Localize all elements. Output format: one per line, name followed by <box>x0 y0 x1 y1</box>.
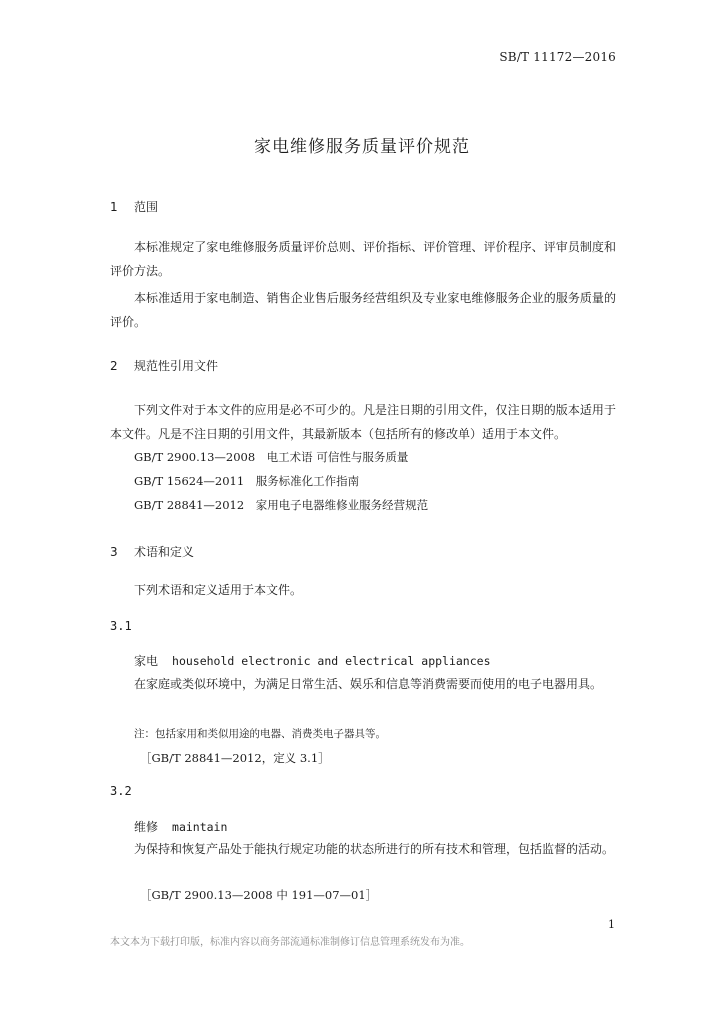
term-entry <box>134 818 227 835</box>
term-definition: 在家庭或类似环境中，为满足日常生活、娱乐和信息等消费需要而使用的电子电器用具。 <box>134 677 603 691</box>
section-heading-2 <box>110 357 218 374</box>
note: 注：包括家用和类似用途的电器、消费类电子器具等。 <box>134 728 386 740</box>
term-chinese: 家电 <box>134 654 159 668</box>
term-english: maintain <box>172 820 228 834</box>
section-title: 范围 <box>134 200 159 214</box>
page-title: 家电维修服务质量评价规范 <box>254 137 470 157</box>
subsection-number: 3.1 <box>110 619 132 633</box>
reference-item: GB/T 15624—2011 服务标准化工作指南 <box>134 474 360 488</box>
section-title: 规范性引用文件 <box>134 359 219 373</box>
citation: ［GB/T 28841—2012，定义 3.1］ <box>140 751 330 765</box>
term-chinese: 维修 <box>134 820 159 834</box>
section-title: 术语和定义 <box>134 545 195 559</box>
citation: ［GB/T 2900.13—2008 中 191—07—01］ <box>140 888 378 902</box>
reference-item: GB/T 28841—2012 家用电子电器维修业服务经营规范 <box>134 498 429 512</box>
paragraph: 本标准适用于家电制造、销售企业售后服务经营组织及专业家电维修服务企业的服务质量的评价。 <box>110 291 616 329</box>
paragraph: 本标准规定了家电维修服务质量评价总则、评价指标、评价管理、评价程序、评审员制度和评价方法。 <box>110 240 616 278</box>
section-number: 3 <box>110 545 118 559</box>
reference-item: GB/T 2900.13—2008 电工术语 可信性与服务质量 <box>134 450 409 464</box>
document-code: SB/T 11172—2016 <box>499 50 616 64</box>
term-definition: 为保持和恢复产品处于能执行规定功能的状态所进行的所有技术和管理，包括监督的活动。 <box>134 842 615 856</box>
page-number: 1 <box>608 918 615 931</box>
section-heading-1 <box>110 198 158 215</box>
section-number: 2 <box>110 359 118 373</box>
subsection-number: 3.2 <box>110 784 132 798</box>
section-number: 1 <box>110 200 118 214</box>
section-heading-3 <box>110 543 194 560</box>
term-english: household electronic and electrical appliances <box>172 654 491 668</box>
term-entry <box>134 652 491 669</box>
paragraph: 下列文件对于本文件的应用是必不可少的。凡是注日期的引用文件，仅注日期的版本适用于本文件。凡是不注日期的引用文件，其最新版本（包括所有的修改单）适用于本文件。 <box>110 403 616 441</box>
footer-notice: 本文本为下载打印版，标准内容以商务部流通标准制修订信息管理系统发布为准。 <box>110 937 470 948</box>
paragraph: 下列术语和定义适用于本文件。 <box>134 583 303 597</box>
